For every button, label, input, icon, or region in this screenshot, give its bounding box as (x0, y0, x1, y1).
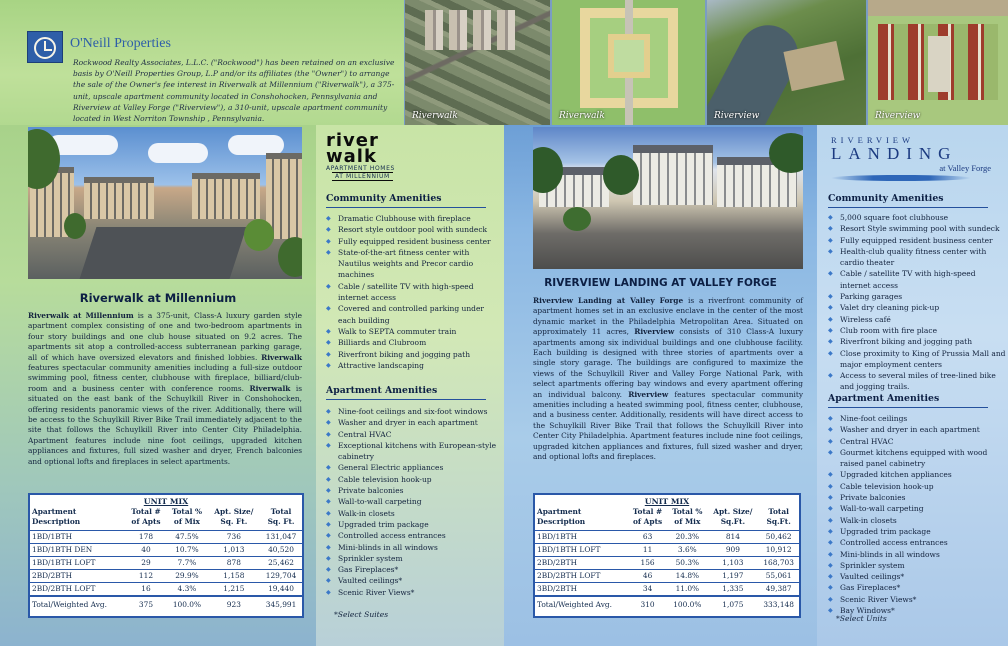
list-item: ◆ Wall-to-wall carpeting (828, 503, 1006, 514)
list-item: ◆ Bay Windows* (828, 605, 1006, 616)
table-cell: 40,520 (260, 544, 302, 557)
oneill-clock-logo-icon (27, 31, 63, 63)
list-item: ◆ Upgraded kitchen appliances (828, 469, 1006, 480)
table-cell: 49,387 (758, 583, 799, 597)
list-item: ◆ Covered and controlled parking under each building (326, 303, 502, 326)
list-item: ◆ Private balconies (828, 492, 1006, 503)
list-item: ◆ Valet dry cleaning pick-up (828, 302, 1006, 313)
riverview-desc-2: consists of 310 Class-A luxury apartments among six individual buildings and one clubhouse facility. Each building is designed with three stories of apartments over a single story garage. The buildings are configured to maximize the views of the Schuylkill River and Valley Forge National Park, with select apartments offering bay windows and every apartment offering an individual balcony. (533, 327, 803, 399)
table-cell: 2BD/2BTH LOFT (30, 583, 126, 597)
table-row (30, 557, 302, 570)
riverview-unit-mix-table (533, 493, 801, 618)
logo-sub-2: AT MILLENNIUM (332, 172, 393, 181)
table-cell: 1BD/1BTH LOFT (535, 544, 628, 557)
table-cell: 47.5% (166, 531, 207, 544)
section-divider (326, 207, 486, 208)
list-item: ◆ Controlled access entrances (828, 537, 1006, 548)
list-item: ◆ Controlled access entrances (326, 530, 502, 541)
logo-sub-1: APARTMENT HOMES (326, 165, 395, 172)
section-divider (828, 207, 988, 208)
table-row (30, 570, 302, 583)
riverwalk-description (28, 311, 302, 467)
list-item: ◆ State-of-the-art fitness center with Nautilus weights and Precor cardio machines (326, 247, 502, 281)
logo-sub-text: at Valley Forge (939, 163, 991, 173)
community-amenities-title: Community Amenities (828, 193, 944, 204)
riverwalk-name-a: Riverwalk (261, 352, 302, 362)
list-item: ◆ Health-club quality fitness center with cardio theater (828, 246, 1006, 269)
riverview-amenities-panel (817, 125, 1008, 646)
table-cell: 2BD/2BTH (30, 570, 126, 583)
col-header: Total % of Mix (171, 507, 203, 526)
apartment-amenities-title: Apartment Amenities (326, 385, 438, 396)
table-cell: 11 (628, 544, 667, 557)
table-cell: 29 (126, 557, 166, 570)
table-cell: 156 (628, 557, 667, 570)
list-item: ◆ Walk-in closets (326, 508, 502, 519)
table-cell: 1,215 (208, 583, 260, 597)
photo-caption: Riverview (714, 111, 760, 121)
riverview-desc-1: is a riverfront community of apartment homes set in an exclusive enclave in the center of the most dynamic market in the Philadelphia Metropolitan Area. Situated on approximately 11 acres, (533, 296, 803, 337)
list-item: ◆ General Electric appliances (326, 462, 502, 473)
riverwalk-desc-3: is situated on the east bank of the Schuylkill River in Conshohocken, offering residents panoramic views of the river. Additionally, there will be access to the Schuylkill River Bike Trail immediately adjacent to the site that follows the Schuylkill River into Center City Philadelphia. Apartment features include nine foot ceilings, upgraded kitchen appliances and fixtures, full sized washer and dryer, French balconies and optional lofts and fireplaces in select apartments. (28, 383, 302, 466)
header-band (0, 0, 404, 125)
list-item: ◆ 5,000 square foot clubhouse (828, 212, 1006, 223)
list-item: ◆ Resort Style swimming pool with sundeck (828, 223, 1006, 234)
list-item: ◆ Scenic River Views* (828, 594, 1006, 605)
list-item: ◆ Washer and dryer in each apartment (326, 417, 502, 428)
list-item: ◆ Dramatic Clubhouse with fireplace (326, 213, 502, 224)
photo-caption: Riverwalk (412, 111, 458, 121)
list-item: ◆ Riverfront biking and jogging path (828, 336, 1006, 347)
table-row (535, 570, 799, 583)
table-cell: 40 (126, 544, 166, 557)
list-item: ◆ Attractive landscaping (326, 360, 502, 371)
list-item: ◆ Resort style outdoor pool with sundeck (326, 224, 502, 235)
riverwalk-building-photo (28, 127, 302, 279)
list-item: ◆ Riverfront biking and jogging path (326, 349, 502, 360)
riverwalk-overview-panel (0, 125, 316, 646)
riverwalk-desc-1: is a 375-unit, Class-A luxury garden style apartment complex consisting of one and two-bedroom apartments in four story buildings and one club house situated on 9.2 acres. The apartments sit atop a controlled-access subterranean parking garage, all of which have oversized elevators and finished lobbies. (28, 311, 302, 362)
table-cell: 14.8% (667, 570, 707, 583)
table-cell: 10.7% (166, 544, 207, 557)
logo-main-text: LANDING (831, 144, 958, 163)
riverwalk-footnote: *Select Suites (334, 610, 389, 619)
list-item: ◆ Upgraded trim package (828, 526, 1006, 537)
riverview-footnote: *Select Units (836, 614, 887, 623)
logo-word-river: river (326, 130, 379, 151)
riverwalk-title: Riverwalk at Millennium (79, 291, 237, 305)
riverview-landing-logo (831, 135, 1001, 181)
riverwalk-lead: Riverwalk at Millennium (28, 311, 134, 320)
photo-caption: Riverwalk (559, 111, 605, 121)
list-item: ◆ Walk to SEPTA commuter train (326, 326, 502, 337)
list-item: ◆ Sprinkler system (326, 553, 502, 564)
table-cell: 16 (126, 583, 166, 597)
unit-mix-title: UNIT MIX (644, 497, 690, 506)
list-item: ◆ Nine-foot ceilings and six-foot windows (326, 406, 502, 417)
riverwalk-apartment-list (326, 406, 502, 598)
logo-top-text: RIVERVIEW (831, 135, 915, 145)
list-item: ◆ Exceptional kitchens with European-style cabinetry (326, 440, 502, 463)
table-cell: 3.6% (667, 544, 707, 557)
list-item: ◆ Access to several miles of tree-lined bike and jogging trails. (828, 370, 1006, 393)
table-cell: 29.9% (166, 570, 207, 583)
list-item: ◆ Gourmet kitchens equipped with wood raised panel cabinetry (828, 447, 1006, 470)
riverwalk-aerial-photo (405, 0, 550, 125)
list-item: ◆ Central HVAC (326, 429, 502, 440)
table-cell: 7.7% (166, 557, 207, 570)
table-row (30, 531, 302, 544)
list-item: ◆ Private balconies (326, 485, 502, 496)
unit-mix-title: UNIT MIX (143, 497, 189, 506)
table-cell: 1BD/1BTH LOFT (30, 557, 126, 570)
list-item: ◆ Sprinkler system (828, 560, 1006, 571)
table-row (535, 531, 799, 544)
riverwalk-name-b: Riverwalk (249, 383, 291, 393)
riverview-building-photo (533, 127, 803, 269)
table-cell: 878 (208, 557, 260, 570)
list-item: ◆ Billiards and Clubroom (326, 337, 502, 348)
riverwalk-desc-2: features spectacular community amenities including a full-size outdoor swimming pool, fitness center, clubhouse with fireplace, billiard/club-room and a business center with conference rooms. (28, 363, 302, 393)
table-cell: 1,197 (707, 570, 758, 583)
list-item: ◆ Cable television hook-up (828, 481, 1006, 492)
riverwalk-community-list (326, 213, 502, 371)
riverwalk-unit-mix-table (28, 493, 304, 618)
table-cell: 112 (126, 570, 166, 583)
table-total-row: Total/Weighted Avg. 310 100.0% 1,075 333,148 (535, 596, 799, 611)
col-header: Apartment Description (537, 507, 586, 526)
table-cell: 34 (628, 583, 667, 597)
list-item: ◆ Upgraded trim package (326, 519, 502, 530)
list-item: ◆ Mini-blinds in all windows (828, 549, 1006, 560)
riverwalk-site-plan-photo (552, 0, 705, 125)
table-cell: 1,335 (707, 583, 758, 597)
list-item: ◆ Cable / satellite TV with high-speed internet access (326, 281, 502, 304)
col-header: Total % of Mix (672, 507, 703, 526)
riverwalk-amenities-panel (316, 125, 504, 646)
table-cell: 10,912 (758, 544, 799, 557)
riverview-community-list (828, 212, 1006, 393)
list-item: ◆ Fully equipped resident business center (326, 236, 502, 247)
riverview-aerial-photo (707, 0, 866, 125)
table-cell: 129,704 (260, 570, 302, 583)
table-cell: 909 (707, 544, 758, 557)
table-cell: 1,013 (208, 544, 260, 557)
list-item: ◆ Scenic River Views* (326, 587, 502, 598)
list-item: ◆ Club room with fire place (828, 325, 1006, 336)
riverwalk-unit-rows (30, 531, 302, 597)
table-cell: 3BD/2BTH (535, 583, 628, 597)
section-divider (326, 399, 486, 400)
photo-caption: Riverview (875, 111, 921, 121)
riverview-desc-3: features spectacular community amenities including a heated swimming pool, fitness center, clubhouse, and a business center. Additionally, residents will have direct access to the Schuylkill River Bike Trail that follows the Schuylkill River into Center City Philadelphia. Apartment features include nine foot ceilings, upgraded kitchen appliances and fixtures, full sized washer and dryer, and optional lofts and fireplaces. (533, 389, 803, 462)
list-item: ◆ Vaulted ceilings* (326, 575, 502, 586)
table-row (535, 583, 799, 597)
table-cell: 2BD/2BTH (535, 557, 628, 570)
list-item: ◆ Fully equipped resident business center (828, 235, 1006, 246)
col-header: Apartment Description (32, 507, 81, 526)
table-total-row: Total/Weighted Avg. 375 100.0% 923 345,991 (30, 596, 302, 611)
riverview-unit-rows (535, 531, 799, 597)
table-cell: 178 (126, 531, 166, 544)
list-item: ◆ Cable television hook-up (326, 474, 502, 485)
community-amenities-title: Community Amenities (326, 193, 442, 204)
list-item: ◆ Nine-foot ceilings (828, 413, 1006, 424)
table-cell: 50.3% (667, 557, 707, 570)
riverview-site-plan-photo (868, 0, 1008, 125)
table-cell: 1BD/1BTH DEN (30, 544, 126, 557)
riverview-description (533, 296, 803, 463)
list-item: ◆ Mini-blinds in all windows (326, 542, 502, 553)
table-cell: 1BD/1BTH (30, 531, 126, 544)
col-header: Total Sq. Ft. (267, 507, 295, 526)
col-header: Apt. Size/ Sq.Ft. (713, 507, 753, 526)
list-item: ◆ Parking garages (828, 291, 1006, 302)
table-cell: 131,047 (260, 531, 302, 544)
table-cell: 4.3% (166, 583, 207, 597)
logo-word-walk: walk (326, 146, 377, 167)
table-row (30, 583, 302, 597)
table-row (30, 544, 302, 557)
col-header: Total # of Apts (632, 507, 663, 526)
riverview-title: RIVERVIEW LANDING AT VALLEY FORGE (544, 277, 777, 289)
list-item: ◆ Central HVAC (828, 436, 1006, 447)
list-item: ◆ Gas Fireplaces* (828, 582, 1006, 593)
table-cell: 2BD/2BTH LOFT (535, 570, 628, 583)
table-cell: 168,703 (758, 557, 799, 570)
table-cell: 814 (707, 531, 758, 544)
riverwalk-logo (326, 130, 406, 181)
table-cell: 1,158 (208, 570, 260, 583)
table-cell: 46 (628, 570, 667, 583)
col-header: Apt. Size/ Sq. Ft. (214, 507, 254, 526)
list-item: ◆ Wall-to-wall carpeting (326, 496, 502, 507)
list-item: ◆ Walk-in closets (828, 515, 1006, 526)
table-cell: 55,061 (758, 570, 799, 583)
list-item: ◆ Wireless café (828, 314, 1006, 325)
table-cell: 11.0% (667, 583, 707, 597)
riverview-overview-panel (504, 125, 817, 646)
logo-swoosh-icon (831, 175, 971, 181)
list-item: ◆ Washer and dryer in each apartment (828, 424, 1006, 435)
table-cell: 20.3% (667, 531, 707, 544)
table-cell: 1BD/1BTH (535, 531, 628, 544)
riverview-apartment-list (828, 413, 1006, 616)
table-cell: 63 (628, 531, 667, 544)
table-cell: 25,462 (260, 557, 302, 570)
table-cell: 736 (208, 531, 260, 544)
company-name: O'Neill Properties (70, 36, 171, 51)
table-row (535, 544, 799, 557)
list-item: ◆ Gas Fireplaces* (326, 564, 502, 575)
apartment-amenities-title: Apartment Amenities (828, 393, 940, 404)
riverview-name-a: Riverview (634, 327, 675, 337)
section-divider (828, 407, 988, 408)
intro-paragraph: Rockwood Realty Associates, L.L.C. ("Rockwood") has been retained on an exclusive basis by O'Neill Properties Group, L.P and/or its affiliates (the "Owner") to arrange the sale of the Owner's fee interest in Riverwalk at Millennium ("Riverwalk"), a 375-unit, upscale apartment community located in Conshohocken, Pennsylvania and Riverview at Valley Forge ("Riverview"), a 310-unit, upscale apartment community located in West Norriton Township , Pennsylvania. (73, 58, 395, 124)
col-header: Total Sq.Ft. (766, 507, 791, 526)
list-item: ◆ Cable / satellite TV with high-speed internet access (828, 268, 1006, 291)
col-header: Total # of Apts (131, 507, 161, 526)
table-cell: 1,103 (707, 557, 758, 570)
table-cell: 19,440 (260, 583, 302, 597)
riverview-lead: Riverview Landing at Valley Forge (533, 296, 684, 305)
list-item: ◆ Vaulted ceilings* (828, 571, 1006, 582)
table-row (535, 557, 799, 570)
riverview-name-b: Riverview (628, 389, 669, 399)
list-item: ◆ Close proximity to King of Prussia Mall and major employment centers (828, 348, 1006, 371)
table-cell: 50,462 (758, 531, 799, 544)
